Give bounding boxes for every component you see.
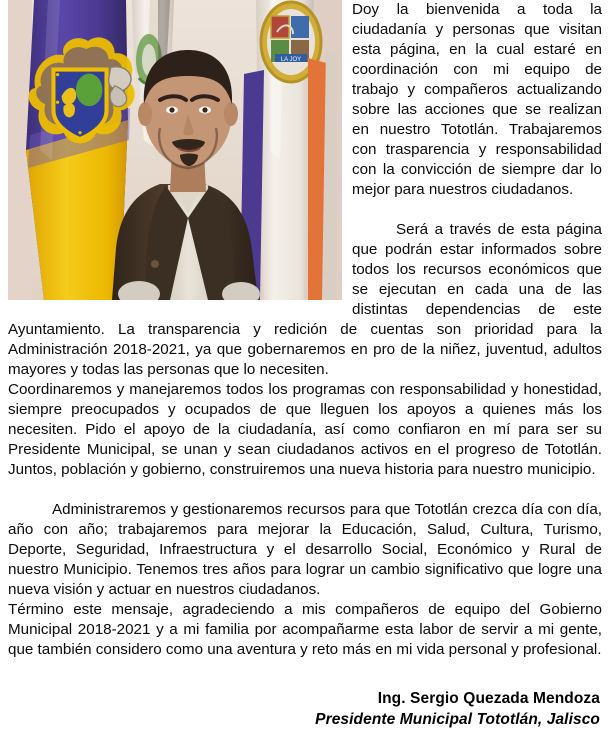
portrait-illustration	[8, 0, 342, 300]
svg-text:LA JOY: LA JOY	[280, 57, 302, 63]
signature-block	[8, 688, 602, 730]
president-portrait-photo	[8, 0, 342, 300]
signature-title: Presidente Municipal Tototlán, Jalisco	[315, 711, 600, 728]
paragraph-5: Término este mensaje, agradeciendo a mis compañeros de equipo del Gobierno Municipal 2018-2021 y a mi familia por acompañarme esta labor de servir a mi gente, que también considero como una aventura y reto más en mi vida personal y profesional.	[8, 601, 602, 658]
paragraph-2: Será a través de esta página que podrán estar informados sobre todos los recursos económicos que se ejecutan en cada una de las distintas dependencias de este Ayuntamiento. La transparencia y redición de cuentas son prioridad para la Administración 2018-2021, ya que gobernaremos en pro de la niñez, juventud, adultos mayores y todas las personas que lo necesiten.	[8, 221, 602, 378]
signature-name: Ing. Sergio Quezada Mendoza	[377, 690, 600, 707]
paragraph-1: Doy la bienvenida a toda la ciudadanía y personas que visitan esta página, en la cual estaré en coordinación con mi equipo de trabajo y compañeros actualizando sobre las acciones que se realizan en nuestro Tototlán. Trabajaremos con trasparencia y responsabilidad con la convicción de siempre dar lo mejor para nuestros ciudadanos.	[352, 1, 602, 198]
paragraph-3: Coordinaremos y manejaremos todos los programas con responsabilidad y honestidad, siempre preocupados y ocupados de que lleguen los apoyos a quienes más los necesiten. Pido el apoyo de la ciudadanía, así como confiaron en mí para ser su Presidente Municipal, se unan y sean ciudadanos activos en el progreso de Tototlán. Juntos, población y gobierno, construiremos una nueva historia para nuestro municipio.	[8, 381, 602, 478]
paragraph-4: Administraremos y gestionaremos recursos para que Tototlán crezca día con día, año con año; trabajaremos para mejorar la Educación, Salud, Cultura, Turismo, Deporte, Seguridad, Infraestructura y el desarrollo Social, Económico y Rural de nuestro Municipio. Tenemos tres años para lograr un cambio significativo que logre una nueva visión y actuar en nuestros ciudadanos.	[8, 501, 602, 598]
